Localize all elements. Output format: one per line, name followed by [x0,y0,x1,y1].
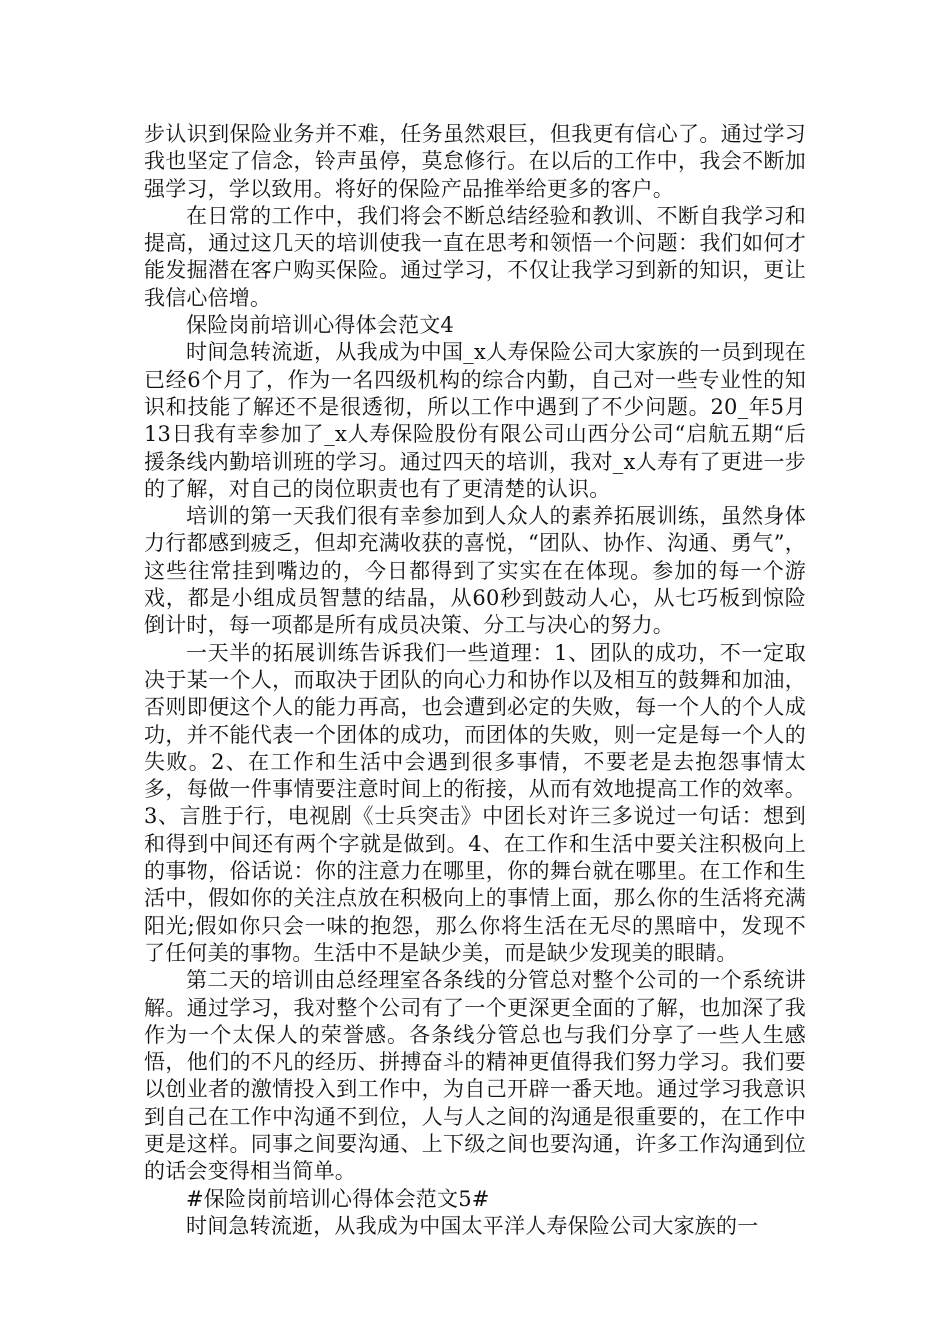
section-heading: 保险岗前培训心得体会范文4 [186,313,454,338]
paragraph: 第二天的培训由总经理室各条线的分管总对整个公司的一个系统讲解。通过学习，我对整个公司有了一个更深更全面的了解，也加深了我作为一个太保人的荣誉感。各条线分管总也与我们分享了一些人生感悟，他们的不凡的经历、拼搏奋斗的精神更值得我们努力学习。我们要以创业者的激情投入到工作中，为自己开辟一番天地。通过学习我意识到自己在工作中沟通不到位，人与人之间的沟通是很重要的，在工作中更是这样。同事之间要沟通、上下级之间也要沟通，许多工作沟通到位的话会变得相当简单。 [144,968,806,1184]
paragraph: 时间急转流逝，从我成为中国_x人寿保险公司大家族的一员到现在已经6个月了，作为一名四级机构的综合内勤，自己对一些专业性的知识和技能了解还不是很透彻，所以工作中遇到了不少问题。20_年5月13日我有幸参加了_x人寿保险股份有限公司山西分公司“启航五期“后援条线内勤培训班的学习。通过四天的培训，我对_x人寿有了更进一步的了解，对自己的岗位职责也有了更清楚的认识。 [144,340,806,501]
paragraph: 培训的第一天我们很有幸参加到人众人的素养拓展训练，虽然身体力行都感到疲乏，但却充满收获的喜悦，“团队、协作、沟通、勇气”，这些往常挂到嘴边的，今日都得到了实实在在体现。参加的每一个游戏，都是小组成员智慧的结晶，从60秒到鼓动人心，从七巧板到惊险倒计时，每一项都是所有成员决策、分工与决心的努力。 [144,504,806,638]
paragraph: 时间急转流逝，从我成为中国太平洋人寿保险公司大家族的一 [186,1213,759,1238]
document-body [144,121,806,1240]
paragraph: 步认识到保险业务并不难，任务虽然艰巨，但我更有信心了。通过学习我也坚定了信念，铃声虽停，莫怠修行。在以后的工作中，我会不断加强学习，学以致用。将好的保险产品推举给更多的客户。 [144,122,806,201]
paragraph: 一天半的拓展训练告诉我们一些道理：1、团队的成功，不一定取决于某一个人，而取决于团队的向心力和协作以及相互的鼓舞和加油，否则即便这个人的能力再高，也会遭到必定的失败，每一个人的个人成功，并不能代表一个团体的成功，而团体的失败，则一定是每一个人的失败。2、在工作和生活中会遇到很多事情，不要老是去抱怨事情太多，每做一件事情要注意时间上的衔接，从而有效地提高工作的效率。3、言胜于行，电视剧《士兵突击》中团长对许三多说过一句话：想到和得到中间还有两个字就是做到。4、在工作和生活中要关注积极向上的事物，俗话说：你的注意力在哪里，你的舞台就在哪里。在工作和生活中，假如你的关注点放在积极向上的事情上面，那么你的生活将充满阳光;假如你只会一味的抱怨，那么你将生活在无尽的黑暗中，发现不了任何美的事物。生活中不是缺少美，而是缺少发现美的眼睛。 [144,640,806,965]
section-heading: #保险岗前培训心得体会范文5# [186,1186,490,1211]
paragraph: 在日常的工作中，我们将会不断总结经验和教训、不断自我学习和提高，通过这几天的培训使我一直在思考和领悟一个问题：我们如何才能发掘潜在客户购买保险。通过学习，不仅让我学习到新的知识，更让我信心倍增。 [144,203,806,310]
